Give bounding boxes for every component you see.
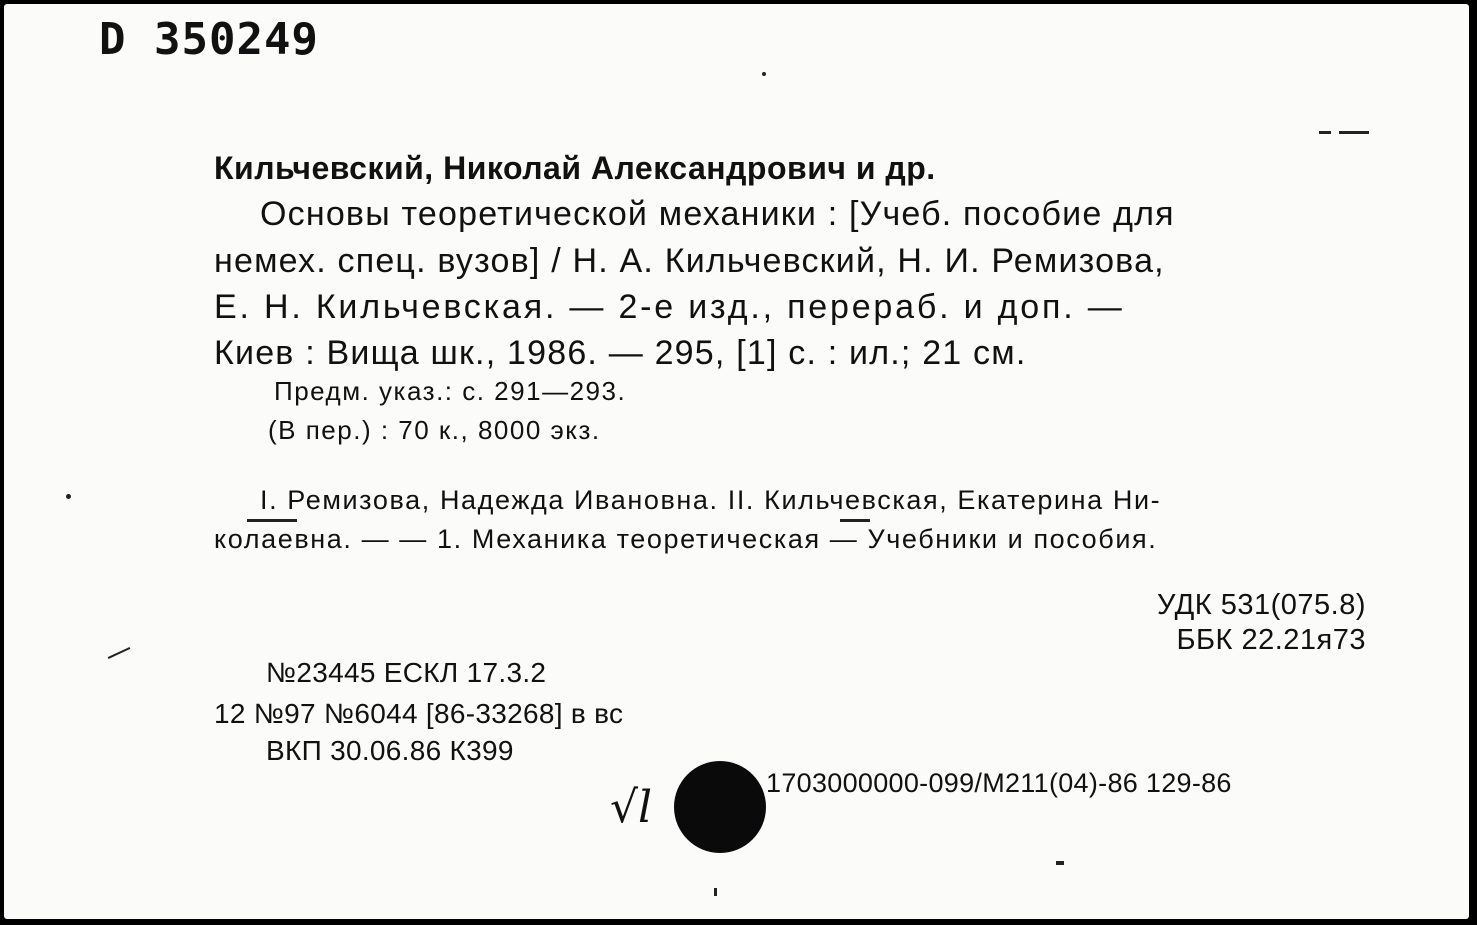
catalog-card [4,4,1469,919]
scan-speck [1056,861,1064,865]
code-line-3: ВКП 30.06.86 К399 [266,735,514,766]
description-line-2: немех. спец. вузов] / Н. А. Кильчевский, Н. И. Ремизова, [214,242,1165,280]
bbk-code: ББК 22.21я73 [1176,624,1366,656]
udk-code: УДК 531(075.8) [1157,589,1366,621]
tracing-line-2: колаевна. — — 1. Механика теоретическая — Учебники и пособия. [214,524,1158,554]
underline-mark [840,519,870,522]
scan-speck [714,888,717,896]
code-line-2: 12 №97 №6044 [86-33268] в вс [214,698,624,729]
index-note: Предм. указ.: с. 291—293. [274,376,627,406]
author-heading: Кильчевский, Николай Александрович и др. [214,150,936,186]
price-note: (В пер.) : 70 к., 8000 экз. [268,415,601,445]
scan-speck [108,647,131,659]
corner-dash [1339,131,1369,134]
description-line-3: Е. Н. Кильчевская. — 2-е изд., перераб. и доп. — [214,288,1125,326]
description-line-1: Основы теоретической механики : [Учеб. пособие для [260,195,1175,233]
scan-speck [762,72,766,76]
description-line-4: Киев : Вища шк., 1986. — 295, [1] с. : ил.; 21 см. [214,334,1027,372]
handwritten-mark: √l [610,782,653,833]
scan-speck [66,494,71,499]
underline-mark [247,519,297,522]
tracing-line-1: I. Ремизова, Надежда Ивановна. II. Кильчевская, Екатерина Ни- [260,485,1162,515]
punch-hole [674,761,766,853]
bottom-code: 1703000000-099/М211(04)-86 129-86 [766,768,1232,798]
code-line-1: №23445 ЕСКЛ 17.3.2 [266,657,547,688]
inventory-number: D 350249 [99,14,319,65]
